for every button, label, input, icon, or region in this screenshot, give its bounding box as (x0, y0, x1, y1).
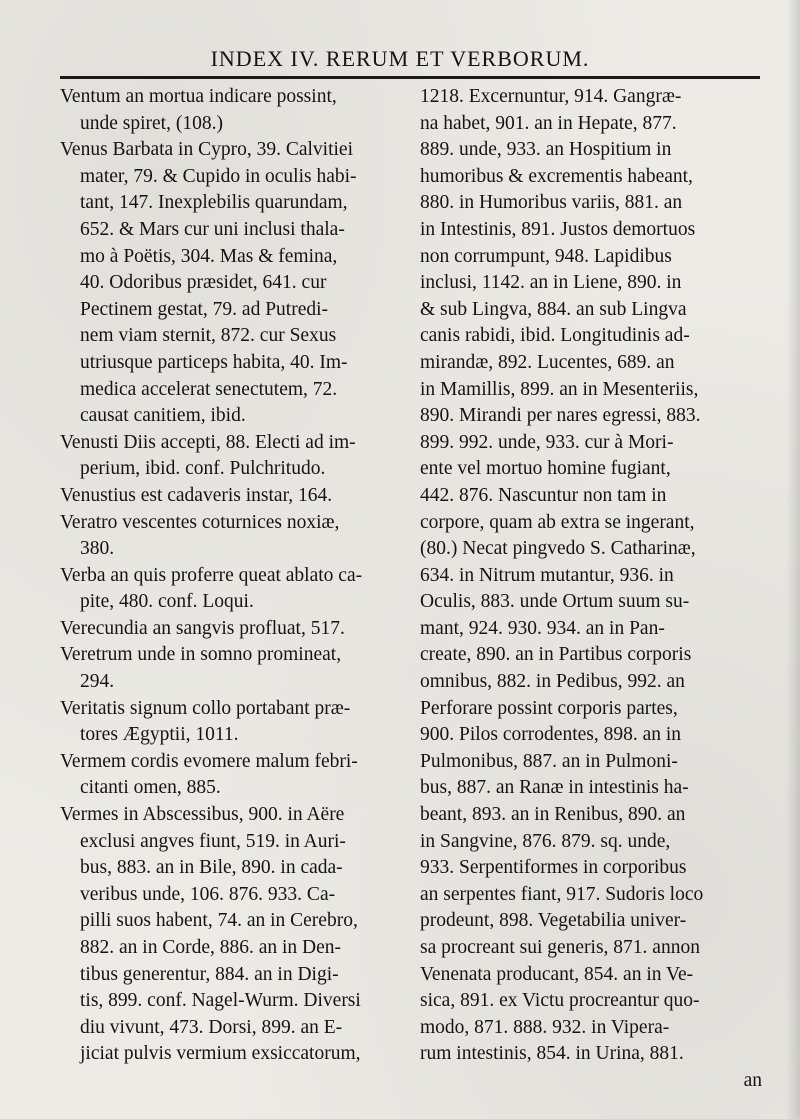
right-column-line: corpore, quam ab extra se ingerant, (420, 511, 695, 533)
right-column-line: in Mamillis, 899. an in Mesenteriis, (420, 378, 699, 400)
right-column-line: 634. in Nitrum mutantur, 936. in (420, 564, 674, 586)
right-column-line: na habet, 901. an in Hepate, 877. (420, 112, 677, 134)
left-column-line: tores Ægyptii, 1011. (80, 724, 239, 746)
left-column-line: diu vivunt, 473. Dorsi, 899. an E- (80, 1016, 343, 1038)
right-column-line: & sub Lingva, 884. an sub Lingva (420, 298, 687, 320)
left-column-line: perium, ibid. conf. Pulchritudo. (80, 458, 326, 480)
left-column-line: tibus generentur, 884. an in Digi- (80, 963, 339, 985)
running-header: INDEX IV. RERUM ET VERBORUM. (210, 46, 590, 71)
left-column-line: 380. (80, 538, 115, 560)
left-column-line: Ventum an mortua indicare possint, (60, 86, 337, 107)
left-column-line: mo à Poëtis, 304. Mas & femina, (80, 245, 338, 267)
right-column-line: sa procreant sui generis, 871. annon (420, 937, 700, 958)
left-column-line: 882. an in Corde, 886. an in Den- (80, 937, 342, 958)
left-column-line: unde spiret, (108.) (80, 112, 223, 134)
left-column-line: exclusi angves fiunt, 519. in Auri- (80, 830, 346, 852)
right-column-line: canis rabidi, ibid. Longitudinis ad- (420, 325, 690, 347)
right-column-line: bus, 887. an Ranæ in intestinis ha- (420, 777, 689, 799)
right-column-line: 933. Serpentiformes in corporibus (420, 857, 687, 879)
right-column-line: Perforare possint corporis partes, (420, 697, 678, 719)
right-column-line: sica, 891. ex Victu procreantur quo- (420, 990, 700, 1012)
right-column-line: create, 890. an in Partibus corporis (420, 644, 692, 666)
right-column-line: in Sangvine, 876. 879. sq. unde, (420, 830, 671, 852)
left-column-line: causat canitiem, ibid. (80, 405, 246, 427)
right-column-line: inclusi, 1142. an in Liene, 890. in (420, 272, 682, 294)
left-column-line: nem viam sternit, 872. cur Sexus (80, 325, 337, 347)
right-column-line: 899. 992. unde, 933. cur à Mori- (420, 431, 674, 453)
right-column-line: humoribus & excrementis habeant, (420, 165, 693, 187)
right-column-line: 900. Pilos corrodentes, 898. an in (420, 724, 682, 746)
right-column-line: rum intestinis, 854. in Urina, 881. (420, 1043, 684, 1065)
left-column-line: utriusque particeps habita, 40. Im- (80, 351, 348, 373)
right-column (420, 84, 766, 1095)
right-column-line: 442. 876. Nascuntur non tam in (420, 484, 667, 506)
right-column-line: Venenata producant, 854. an in Ve- (420, 963, 694, 985)
left-column-line: 294. (80, 671, 115, 693)
right-column-line: Pulmonibus, 887. an in Pulmoni- (420, 750, 678, 772)
right-column-line: beant, 893. an in Renibus, 890. an (420, 804, 686, 826)
left-column-line: Vermes in Abscessibus, 900. in Aëre (60, 804, 345, 826)
right-column-line: an serpentes fiant, 917. Sudoris loco (420, 883, 704, 905)
right-column-line: an (743, 1069, 762, 1091)
left-column-line: tant, 147. Inexplebilis quarundam, (80, 192, 348, 214)
left-column-line: mater, 79. & Cupido in oculis habi- (80, 165, 357, 187)
right-column-line: 880. in Humoribus variis, 881. an (420, 192, 683, 214)
right-column-line: Oculis, 883. unde Ortum suum su- (420, 591, 690, 613)
right-column-line: (80.) Necat pingvedo S. Catharinæ, (420, 538, 696, 560)
left-column-line: pilli suos habent, 74. an in Cerebro, (80, 910, 358, 932)
left-column-line: bus, 883. an in Bile, 890. in cada- (80, 857, 343, 879)
right-column-line: prodeunt, 898. Vegetabilia univer- (420, 910, 687, 932)
left-column-line: Vermem cordis evomere malum febri- (60, 750, 358, 772)
right-column-line: omnibus, 882. in Pedibus, 992. an (420, 671, 685, 693)
right-column-line: modo, 871. 888. 932. in Vipera- (420, 1016, 670, 1038)
left-column-line: Venusti Diis accepti, 88. Electi ad im- (60, 431, 356, 453)
left-column-line: Veretrum unde in somno promineat, (60, 644, 342, 666)
right-column-line: in Intestinis, 891. Justos demortuos (420, 218, 696, 240)
left-column-line: Veratro vescentes coturnices noxiæ, (60, 511, 340, 533)
left-column-line: Pectinem gestat, 79. ad Putredi- (80, 298, 329, 320)
right-column-line: non corrumpunt, 948. Lapidibus (420, 245, 672, 267)
right-column-line: 889. unde, 933. an Hospitium in (420, 139, 672, 161)
left-column-line: veribus unde, 106. 876. 933. Ca- (80, 883, 336, 905)
left-column-line: Veritatis signum collo portabant præ- (60, 697, 351, 719)
left-column (60, 84, 390, 1068)
page-edge-shadow (786, 0, 800, 1119)
left-column-line: tis, 899. conf. Nagel-Wurm. Diversi (80, 990, 361, 1012)
right-column-line: 890. Mirandi per nares egressi, 883. (420, 405, 701, 427)
right-column-line: mirandæ, 892. Lucentes, 689. an (420, 351, 675, 373)
left-column-line: citanti omen, 885. (80, 777, 221, 799)
left-column-line: 652. & Mars cur uni inclusi thala- (80, 218, 345, 240)
left-column-line: Venus Barbata in Cypro, 39. Calvitiei (60, 139, 353, 161)
right-column-line: 1218. Excernuntur, 914. Gangræ- (420, 86, 682, 107)
left-column-line: jiciat pulvis vermium exsiccatorum, (80, 1043, 361, 1065)
left-column-line: Venustius est cadaveris instar, 164. (60, 484, 333, 506)
header-rule (60, 76, 760, 79)
left-column-line: 40. Odoribus præsidet, 641. cur (80, 272, 327, 294)
left-column-line: pite, 480. conf. Loqui. (80, 591, 254, 613)
left-column-line: medica accelerat senectutem, 72. (80, 378, 338, 400)
right-column-line: ente vel mortuo homine fugiant, (420, 458, 671, 480)
left-column-line: Verecundia an sangvis profluat, 517. (60, 617, 345, 639)
right-column-line: mant, 924. 930. 934. an in Pan- (420, 617, 665, 639)
left-column-line: Verba an quis proferre queat ablato ca- (60, 564, 363, 586)
